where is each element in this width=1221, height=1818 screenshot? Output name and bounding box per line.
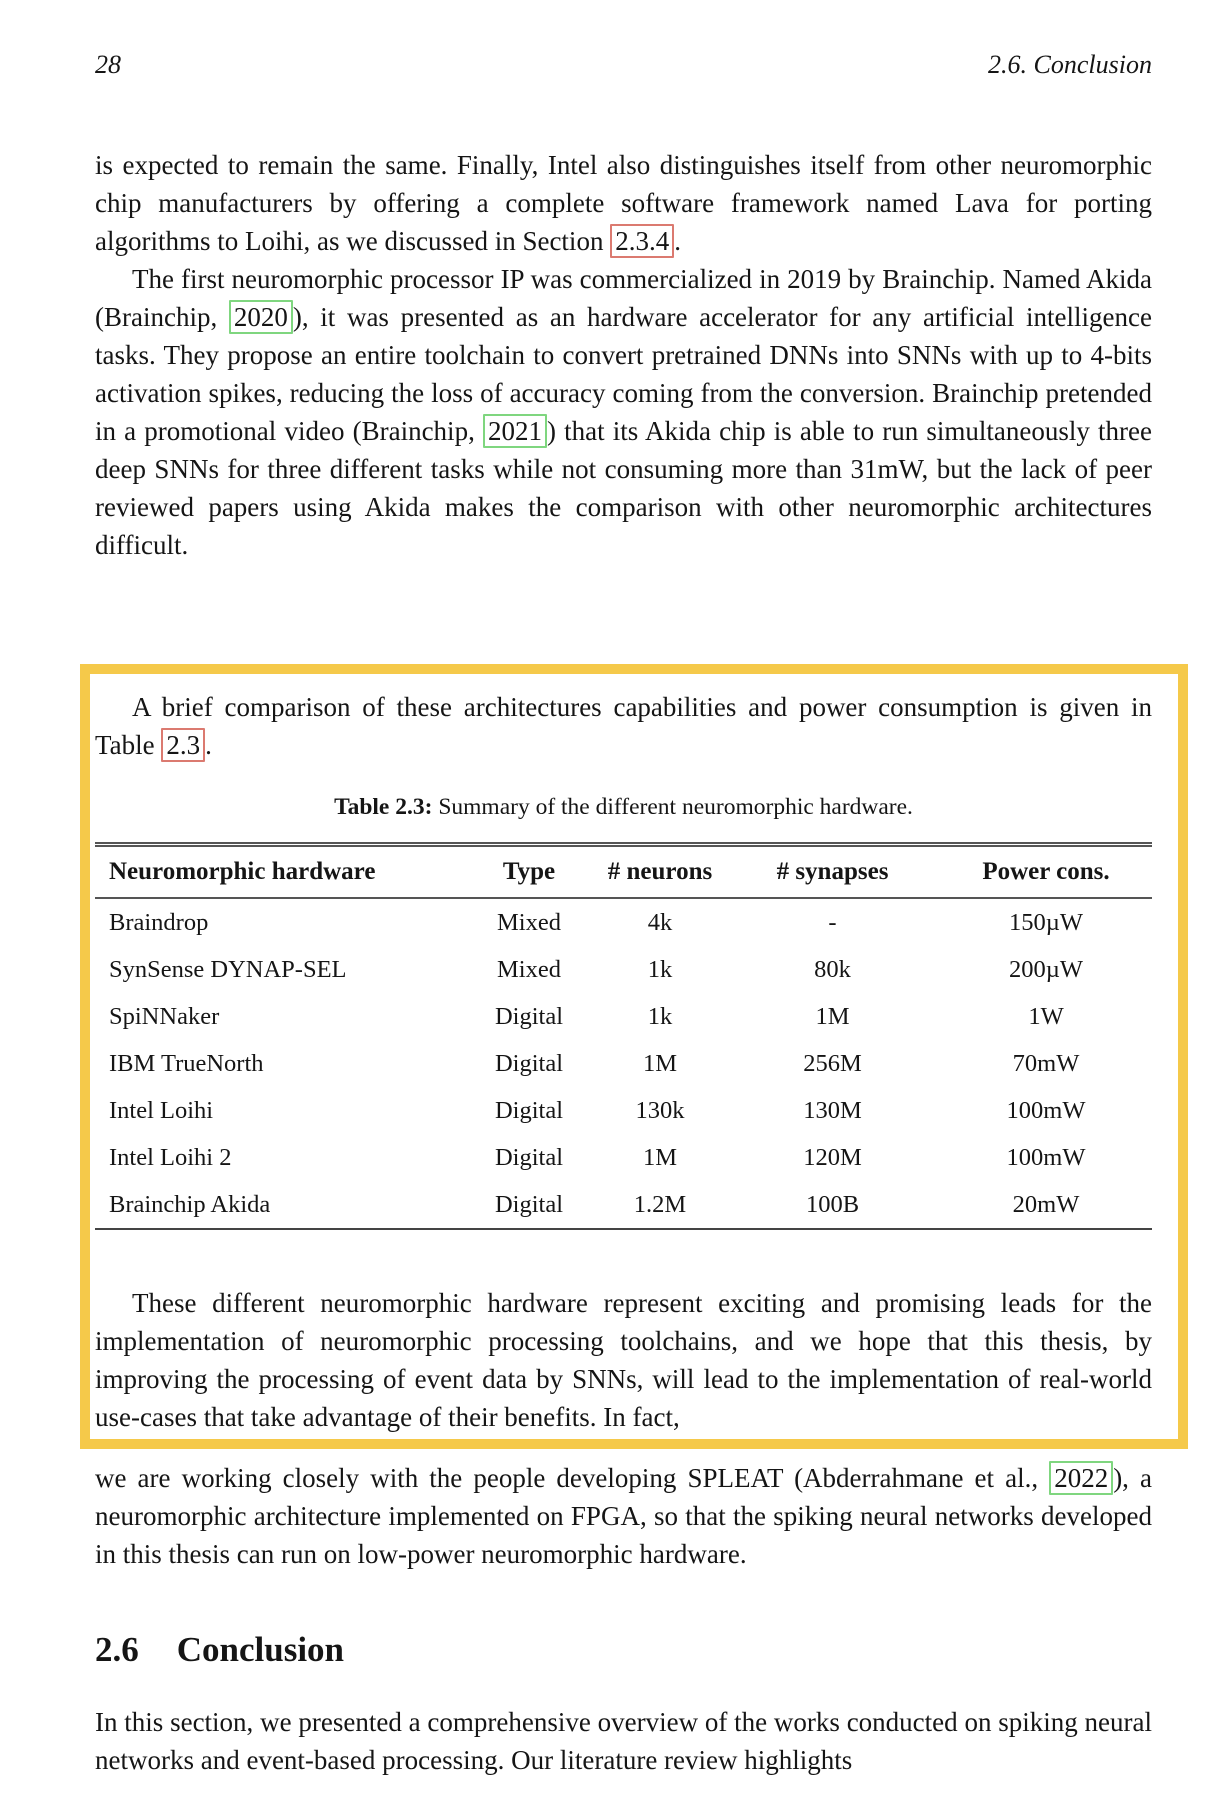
table-cell: 130k [635,1096,685,1124]
table-cell: 1k [647,1002,673,1030]
paragraph-comparison [95,688,1152,764]
column-header: Power cons. [982,858,1110,885]
column-header: Type [502,858,556,885]
paragraph-intel [95,146,1152,260]
table-cell: Digital [494,1190,564,1218]
paragraph-akida [95,260,1152,602]
table-cell: 20mW [1012,1190,1080,1218]
table-cell: Digital [494,1096,564,1124]
paragraph-text: ), it was presented as an hardware accelerator for any artificial intelligence tasks. They propose an entire toolchain to convert pretrained DNNs into SNNs with up to 4-bits activation spikes, reducing the loss of accuracy coming from the conversion. Brainchip pretended in a promotional video (Brainchip, [95,302,1152,446]
running-title: 2.6. Conclusion [988,50,1152,79]
table-cell: SpiNNaker [109,1002,220,1030]
table-cell: 70mW [1012,1049,1080,1077]
table-caption [95,790,1152,824]
table-cell: IBM TrueNorth [109,1049,264,1077]
page-number: 28 [95,50,121,79]
table-cell: 200µW [1009,955,1083,983]
section-heading [95,1629,1152,1671]
paragraph-text: These different neuromorphic hardware represent exciting and promising leads for the implementation of neuromorphic processing toolchains, and we hope that this thesis, by improving the processing of event data by SNNs, will lead to the implementation of real-world use-cases that take advantage of their benefits. In fact, [95,1288,1152,1432]
table-header-row [95,847,1152,899]
table-cell: Digital [494,1143,564,1171]
table-row [95,993,1152,1040]
table-caption-label: Table 2.3: [334,794,433,820]
table-row [95,899,1152,946]
table-cell: 1k [647,955,673,983]
table-ref-link[interactable]: 2.3 [161,728,205,762]
paragraph-text: ), a neuromorphic architecture implemented on FPGA, so that the spiking neural networks developed in this thesis can run on low-power neuromorphic hardware. [95,1463,1152,1569]
table-cell: Mixed [497,955,561,983]
table-cell: Intel Loihi [109,1096,214,1124]
column-header: # neurons [607,858,713,885]
citation-link[interactable]: 2020 [229,300,293,334]
running-header [95,50,1152,80]
table-cell: Brainchip Akida [109,1190,271,1218]
section-number: 2.6 [95,1630,139,1669]
table-cell: Mixed [497,908,561,936]
table-cell: 150µW [1009,908,1083,936]
table-row [95,1087,1152,1134]
table-cell: 1W [1028,1002,1064,1030]
table-cell: 1M [642,1049,678,1077]
table-cell: Intel Loihi 2 [109,1143,232,1171]
table-row [95,1040,1152,1087]
paragraph-conclusion: In this section, we presented a comprehensive overview of the works conducted on spiking neural networks and event-based processing. Our literature review highlights [95,1707,1152,1775]
paragraph-text: . [674,226,681,256]
table-caption-text: Summary of the different neuromorphic hardware. [432,794,913,820]
table-cell: 1.2M [633,1190,687,1218]
paragraph-text: A brief comparison of these architectures capabilities and power consumption is given in Table [95,692,1152,760]
table-cell: 100mW [1006,1096,1086,1124]
section-ref-link[interactable]: 2.3.4 [610,224,674,258]
table-cell: 1M [642,1143,678,1171]
table-cell: 1M [815,1002,850,1030]
body-column [95,146,1152,1817]
column-header: Neuromorphic hardware [109,858,376,885]
paragraph-spleat [95,1459,1152,1573]
paragraph-outlook [95,1284,1152,1436]
table-row [95,1134,1152,1181]
table-cell: Digital [494,1049,564,1077]
column-header: # synapses [776,858,889,885]
table-cell: 80k [814,955,851,983]
table-cell: SynSense DYNAP-SEL [109,955,347,983]
citation-link[interactable]: 2021 [483,414,547,448]
table-cell: 120M [803,1143,862,1171]
table-row [95,946,1152,993]
table-cell: Braindrop [109,908,209,936]
citation-link[interactable]: 2022 [1049,1461,1113,1495]
table-cell: 100mW [1006,1143,1086,1171]
section-title: Conclusion [176,1630,345,1669]
table-cell: Digital [494,1002,564,1030]
table-row [95,1181,1152,1228]
table-cell: 256M [803,1049,862,1077]
hardware-table [95,842,1152,1230]
paragraph-text: The first neuromorphic processor IP was commercialized in 2019 by Brainchip. Named Akida (Brainchip, [95,264,1152,332]
table-cell: 4k [647,908,673,936]
paragraph-text: is expected to remain the same. Finally, Intel also distinguishes itself from other neuromorphic chip manufacturers by offering a complete software framework named Lava for porting algorithms to Loihi, as we discussed in Section [95,150,1152,256]
paragraph-text: . [205,730,212,760]
table-cell: 100B [805,1190,860,1218]
table-cell: 130M [803,1096,862,1124]
table-cell: - [828,908,837,936]
paragraph-text: ) that its Akida chip is able to run simultaneously three deep SNNs for three different tasks while not consuming more than 31mW, but the lack of peer reviewed papers using Akida makes the comparison with other neuromorphic architectures difficult. [95,416,1152,560]
paragraph-text: we are working closely with the people developing SPLEAT (Abderrahmane et al., [95,1463,1050,1493]
